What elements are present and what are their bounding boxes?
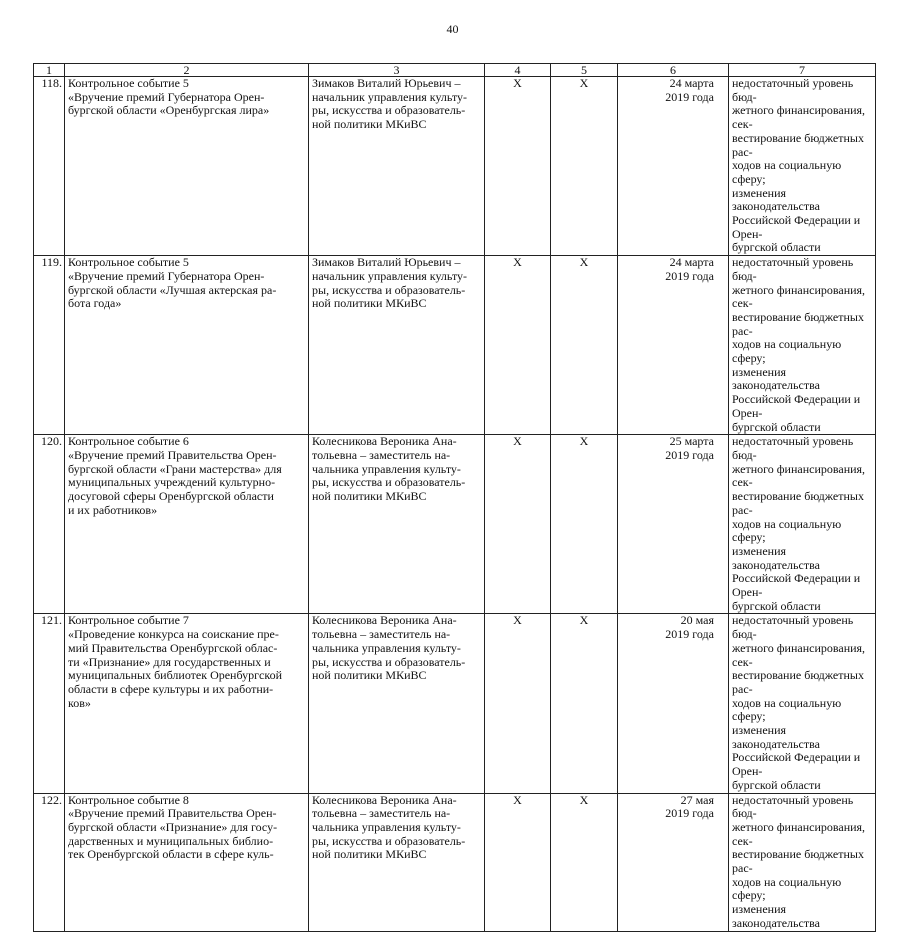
table-row bbox=[34, 77, 876, 256]
column-5-value: X bbox=[551, 256, 618, 435]
column-header: 1 bbox=[34, 64, 65, 77]
table-row bbox=[34, 256, 876, 435]
table-header-row bbox=[34, 64, 876, 77]
event-description: Контрольное событие 6 «Вручение премий Правительства Орен- бургской области «Грани мастерства» для муниципальных учреждений культурно- досуговой сферы Оренбургской области и их работников» bbox=[65, 435, 309, 614]
column-4-value: X bbox=[485, 614, 551, 793]
column-4-value: X bbox=[485, 77, 551, 256]
event-description: Контрольное событие 5 «Вручение премий Губернатора Орен- бургской области «Оренбургская лира» bbox=[65, 77, 309, 256]
row-number: 120. bbox=[34, 435, 65, 614]
risk-description: недостаточный уровень бюд- жетного финансирования, сек- вестирование бюджетных рас- ходов на социальную сферу; изменения законодательства bbox=[729, 793, 876, 931]
event-description: Контрольное событие 7 «Проведение конкурса на соискание пре- мий Правительства Оренбургской облас- ти «Признание» для государственных и муниципальных библиотек Оренбургской области в сфере культуры и их работни- ков» bbox=[65, 614, 309, 793]
event-date: 24 марта 2019 года bbox=[618, 256, 729, 435]
column-5-value: X bbox=[551, 435, 618, 614]
table-row bbox=[34, 614, 876, 793]
risk-description: недостаточный уровень бюд- жетного финансирования, сек- вестирование бюджетных рас- ходов на социальную сферу; изменения законодательства Российской Федерации и Орен- бургской области bbox=[729, 256, 876, 435]
risk-description: недостаточный уровень бюд- жетного финансирования, сек- вестирование бюджетных рас- ходов на социальную сферу; изменения законодательства Российской Федерации и Орен- бургской области bbox=[729, 435, 876, 614]
column-header: 5 bbox=[551, 64, 618, 77]
column-4-value: X bbox=[485, 793, 551, 931]
event-date: 20 мая 2019 года bbox=[618, 614, 729, 793]
column-4-value: X bbox=[485, 256, 551, 435]
responsible-person: Зимаков Виталий Юрьевич – начальник управления культу- ры, искусства и образователь- ной политики МКиВС bbox=[309, 256, 485, 435]
event-date: 27 мая 2019 года bbox=[618, 793, 729, 931]
event-date: 25 марта 2019 года bbox=[618, 435, 729, 614]
responsible-person: Колесникова Вероника Ана- тольевна – заместитель на- чальника управления культу- ры, искусства и образователь- ной политики МКиВС bbox=[309, 614, 485, 793]
column-header: 2 bbox=[65, 64, 309, 77]
events-table bbox=[33, 63, 876, 932]
column-header: 3 bbox=[309, 64, 485, 77]
row-number: 118. bbox=[34, 77, 65, 256]
responsible-person: Зимаков Виталий Юрьевич – начальник управления культу- ры, искусства и образователь- ной политики МКиВС bbox=[309, 77, 485, 256]
column-5-value: X bbox=[551, 614, 618, 793]
responsible-person: Колесникова Вероника Ана- тольевна – заместитель на- чальника управления культу- ры, искусства и образователь- ной политики МКиВС bbox=[309, 793, 485, 931]
table-row bbox=[34, 793, 876, 931]
event-description: Контрольное событие 8 «Вручение премий Правительства Орен- бургской области «Признание» для госу- дарственных и муниципальных библио- тек Оренбургской области в сфере куль- bbox=[65, 793, 309, 931]
row-number: 119. bbox=[34, 256, 65, 435]
risk-description: недостаточный уровень бюд- жетного финансирования, сек- вестирование бюджетных рас- ходов на социальную сферу; изменения законодательства Российской Федерации и Орен- бургской области bbox=[729, 614, 876, 793]
row-number: 122. bbox=[34, 793, 65, 931]
row-number: 121. bbox=[34, 614, 65, 793]
event-description: Контрольное событие 5 «Вручение премий Губернатора Орен- бургской области «Лучшая актерская ра- бота года» bbox=[65, 256, 309, 435]
event-date: 24 марта 2019 года bbox=[618, 77, 729, 256]
column-header: 6 bbox=[618, 64, 729, 77]
page-number: 40 bbox=[446, 22, 459, 36]
column-5-value: X bbox=[551, 77, 618, 256]
column-header: 4 bbox=[485, 64, 551, 77]
risk-description: недостаточный уровень бюд- жетного финансирования, сек- вестирование бюджетных рас- ходов на социальную сферу; изменения законодательства Российской Федерации и Орен- бургской области bbox=[729, 77, 876, 256]
table-row bbox=[34, 435, 876, 614]
column-4-value: X bbox=[485, 435, 551, 614]
responsible-person: Колесникова Вероника Ана- тольевна – заместитель на- чальника управления культу- ры, искусства и образователь- ной политики МКиВС bbox=[309, 435, 485, 614]
column-5-value: X bbox=[551, 793, 618, 931]
column-header: 7 bbox=[729, 64, 876, 77]
